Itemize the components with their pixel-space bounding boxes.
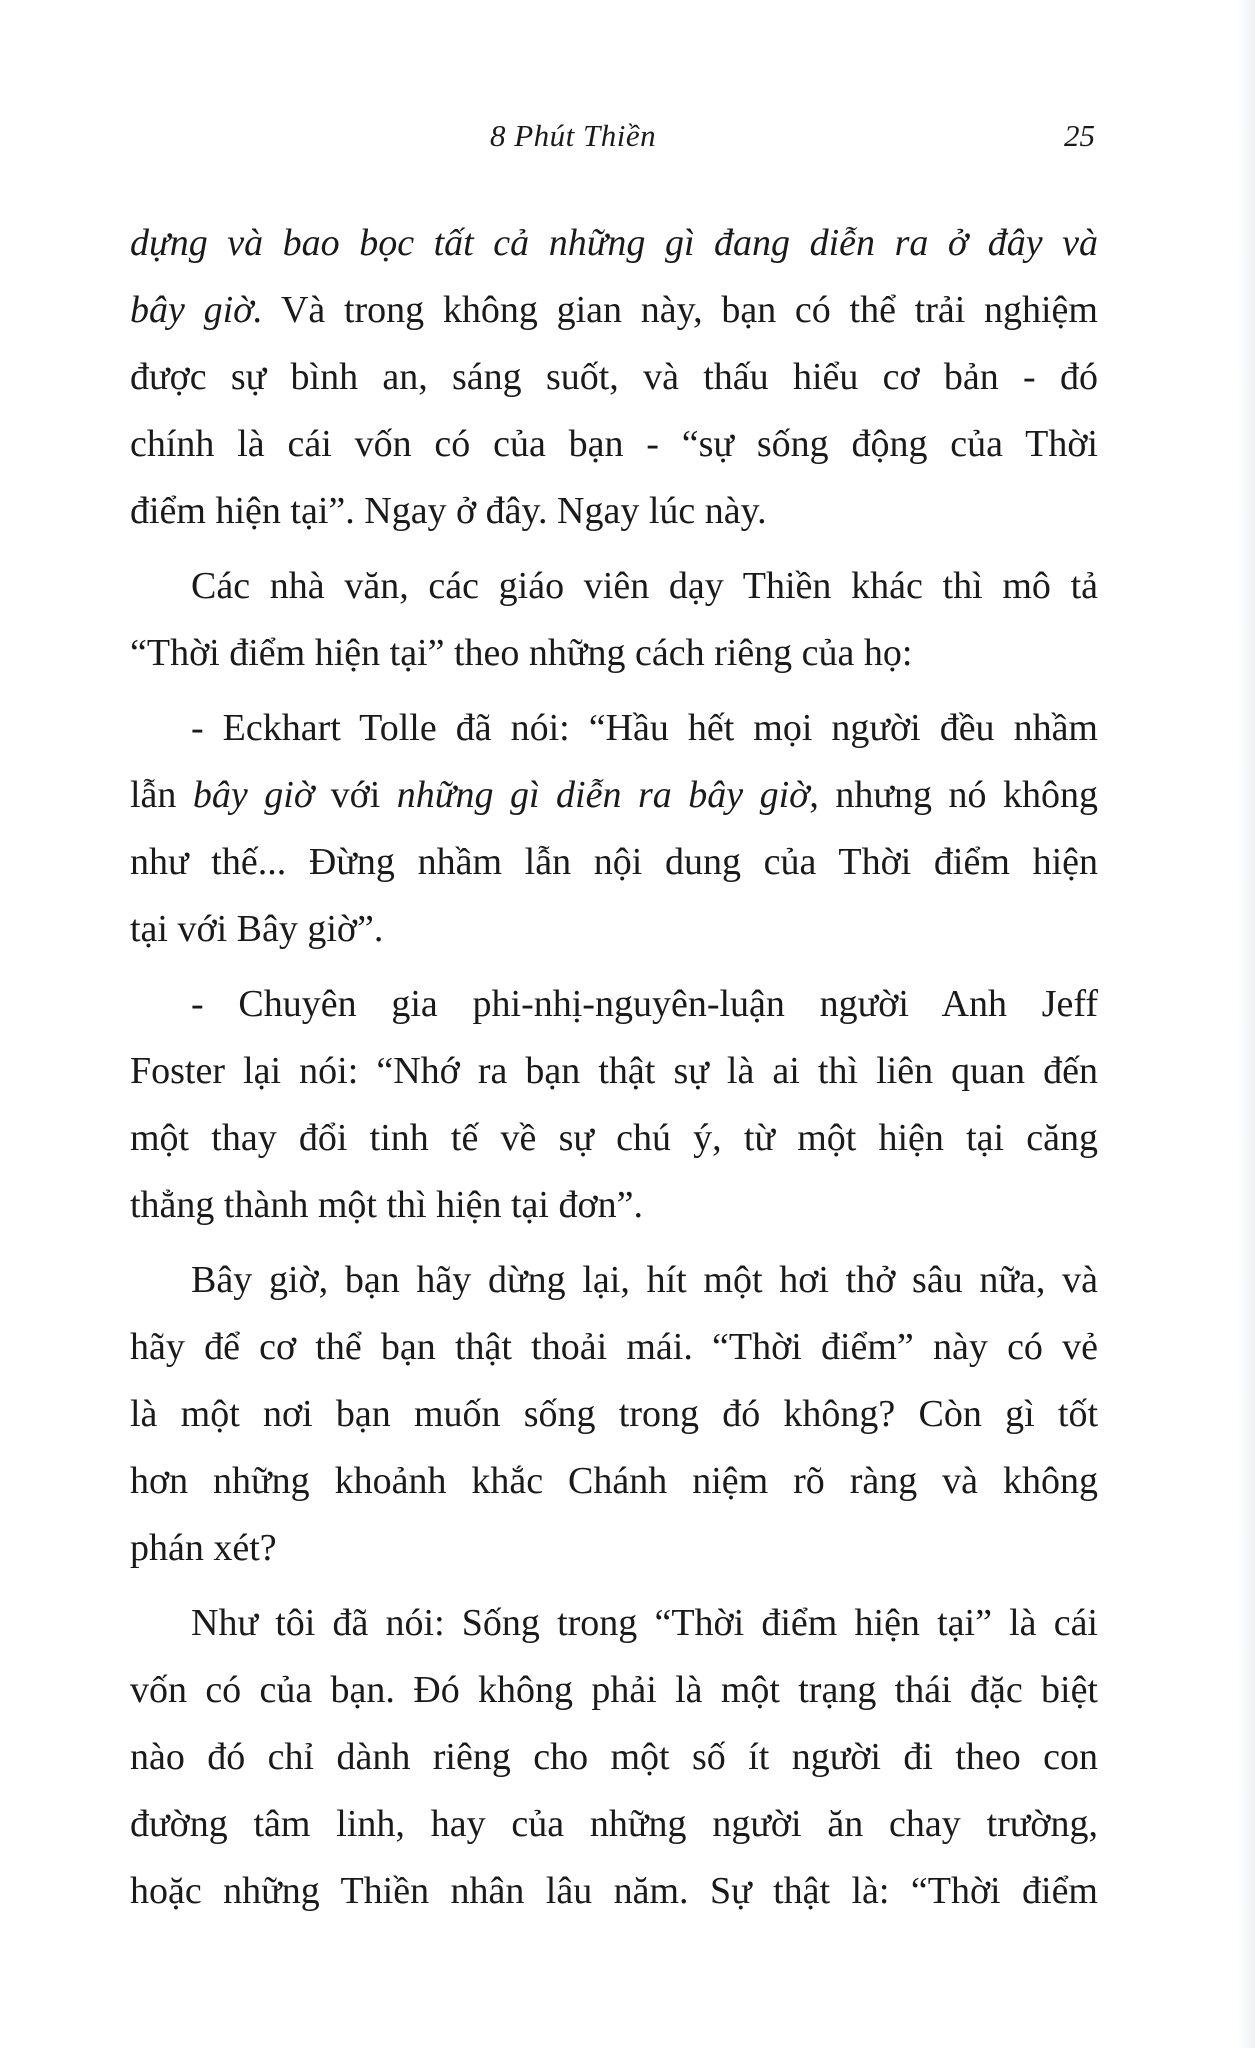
running-title: 8 Phút Thiền (490, 118, 657, 153)
text-line: được sự bình an, sáng suốt, và thấu hiểu cơ bản - đó (130, 356, 1098, 398)
text-line: phán xét? (130, 1527, 277, 1569)
body-text (130, 210, 1098, 1933)
italic-text: bây giờ. (130, 289, 263, 331)
text-line: - Chuyên gia phi-nhị-nguyên-luận người Anh Jeff (191, 983, 1098, 1025)
page-number: 25 (1064, 118, 1095, 153)
paragraph-5 (130, 1247, 1098, 1582)
text-line: điểm hiện tại”. Ngay ở đây. Ngay lúc này. (130, 490, 767, 532)
text-line (130, 762, 1098, 829)
text-line: Foster lại nói: “Nhớ ra bạn thật sự là ai thì liên quan đến (130, 1050, 1098, 1092)
text-line: một thay đổi tinh tế về sự chú ý, từ một hiện tại căng (130, 1117, 1098, 1159)
text-line: hơn những khoảnh khắc Chánh niệm rõ ràng và không (130, 1460, 1098, 1502)
text-line: Bây giờ, bạn hãy dừng lại, hít một hơi thở sâu nữa, và (191, 1259, 1098, 1301)
line-text: , nhưng nó không (809, 774, 1098, 816)
text-line: nào đó chỉ dành riêng cho một số ít người đi theo con (130, 1736, 1098, 1778)
text-line: chính là cái vốn có của bạn - “sự sống động của Thời (130, 423, 1098, 465)
text-line (130, 210, 1098, 277)
text-line: “Thời điểm hiện tại” theo những cách riêng của họ: (130, 632, 913, 674)
paragraph-1 (130, 210, 1098, 545)
text-line: hãy để cơ thể bạn thật thoải mái. “Thời điểm” này có vẻ (130, 1326, 1098, 1368)
italic-text: bây giờ (192, 774, 315, 816)
text-line (130, 277, 1098, 344)
text-line: như thế... Đừng nhầm lẫn nội dung của Thời điểm hiện (130, 841, 1098, 883)
text-line: hoặc những Thiền nhân lâu năm. Sự thật là: “Thời điểm (130, 1870, 1098, 1912)
paragraph-6 (130, 1590, 1098, 1925)
text-line: - Eckhart Tolle đã nói: “Hầu hết mọi người đều nhầm (191, 707, 1098, 749)
text-line: Như tôi đã nói: Sống trong “Thời điểm hiện tại” là cái (191, 1602, 1098, 1644)
page-edge-shadow (1237, 0, 1255, 2048)
text-line: là một nơi bạn muốn sống trong đó không? Còn gì tốt (130, 1393, 1098, 1435)
line-text: lẫn (130, 774, 193, 816)
text-line: thẳng thành một thì hiện tại đơn”. (130, 1184, 643, 1226)
paragraph-3 (130, 695, 1098, 963)
italic-text: dựng và bao bọc tất cả những gì đang diễn ra ở đây và (130, 222, 1098, 264)
italic-text: những gì diễn ra bây giờ (396, 774, 810, 816)
line-text: Và trong không gian này, bạn có thể trải nghiệm (262, 289, 1098, 331)
paragraph-2 (130, 553, 1098, 687)
line-text: với (314, 774, 397, 816)
text-line: đường tâm linh, hay của những người ăn chay trường, (130, 1803, 1098, 1845)
page-header (130, 118, 1095, 168)
text-line: tại với Bây giờ”. (130, 908, 384, 950)
paragraph-4 (130, 971, 1098, 1239)
text-line: vốn có của bạn. Đó không phải là một trạng thái đặc biệt (130, 1669, 1098, 1711)
text-line: Các nhà văn, các giáo viên dạy Thiền khác thì mô tả (191, 565, 1098, 607)
